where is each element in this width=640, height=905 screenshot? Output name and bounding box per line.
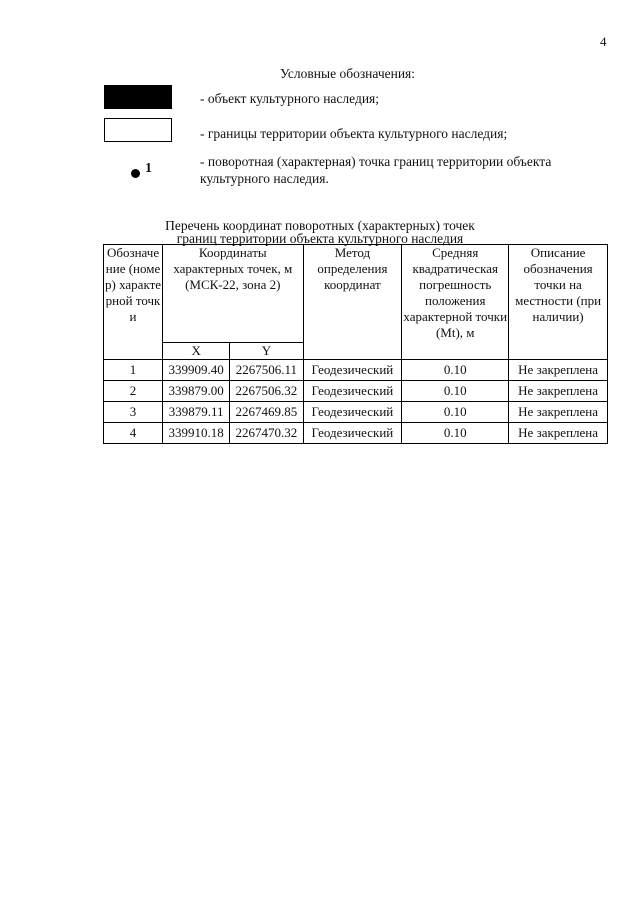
table-row — [104, 423, 608, 444]
cell-error: 0.10 — [402, 360, 509, 381]
cell-error: 0.10 — [402, 423, 509, 444]
legend-text-object: - объект культурного наследия; — [200, 91, 380, 106]
header-error: Средняя квадратическая погрешность положения характерной точки (Mt), м — [402, 245, 509, 360]
table-title — [0, 219, 640, 245]
cell-x: 339879.11 — [163, 402, 230, 423]
cell-method: Геодезический — [303, 381, 402, 402]
legend-title: Условные обозначения: — [280, 66, 416, 81]
cell-y: 2267469.85 — [230, 402, 303, 423]
cell-description: Не закреплена — [509, 381, 608, 402]
cell-num: 2 — [104, 381, 163, 402]
legend-swatch-boundary — [104, 118, 172, 142]
cell-method: Геодезический — [303, 402, 402, 423]
cell-x: 339909.40 — [163, 360, 230, 381]
header-description: Описание обозначения точки на местности (при наличии) — [509, 245, 608, 360]
cell-method: Геодезический — [303, 360, 402, 381]
cell-error: 0.10 — [402, 402, 509, 423]
cell-description: Не закреплена — [509, 360, 608, 381]
cell-num: 4 — [104, 423, 163, 444]
header-coordinates: Координаты характерных точек, м (МСК-22, зона 2) — [163, 245, 303, 343]
page-number: 4 — [600, 34, 607, 49]
cell-y: 2267470.32 — [230, 423, 303, 444]
table-row — [104, 381, 608, 402]
header-x: X — [163, 343, 230, 360]
header-y: Y — [230, 343, 303, 360]
header-designation: Обозначение (номер) характерной точки — [104, 245, 163, 360]
cell-description: Не закреплена — [509, 402, 608, 423]
point-dot-icon — [131, 169, 140, 178]
coordinates-table — [103, 244, 608, 444]
legend-text-point: - поворотная (характерная) точка границ территории объекта культурного наследия. — [200, 154, 552, 186]
cell-method: Геодезический — [303, 423, 402, 444]
header-method: Метод определения координат — [303, 245, 402, 360]
legend-text-boundary: - границы территории объекта культурного наследия; — [200, 126, 508, 141]
cell-y: 2267506.11 — [230, 360, 303, 381]
cell-x: 339879.00 — [163, 381, 230, 402]
cell-description: Не закреплена — [509, 423, 608, 444]
legend-point-marker — [131, 161, 161, 183]
cell-y: 2267506.32 — [230, 381, 303, 402]
table-header-row — [104, 245, 608, 343]
cell-num: 3 — [104, 402, 163, 423]
table-row — [104, 402, 608, 423]
legend-swatch-object — [104, 85, 172, 109]
table-title-line2: границ территории объекта культурного наследия — [176, 231, 464, 246]
cell-x: 339910.18 — [163, 423, 230, 444]
table-row — [104, 360, 608, 381]
point-marker-label: 1 — [145, 161, 152, 176]
table-title-line1: Перечень координат поворотных (характерных) точек — [165, 218, 475, 233]
cell-num: 1 — [104, 360, 163, 381]
cell-error: 0.10 — [402, 381, 509, 402]
